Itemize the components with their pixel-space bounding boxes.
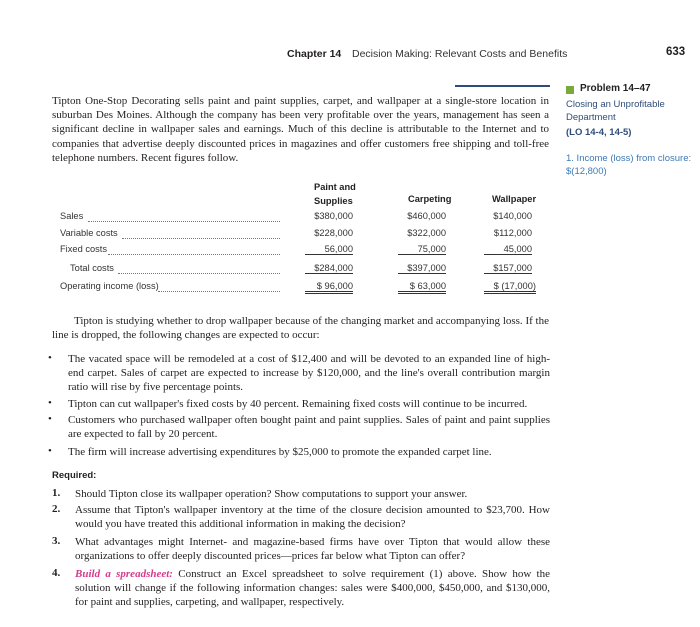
col-header-carpeting: Carpeting <box>408 194 452 204</box>
requirement-number: 2. <box>52 503 61 515</box>
answer-hint: 1. Income (loss) from closure: $(12,800) <box>566 153 692 177</box>
chapter-label: Chapter 14 <box>287 48 342 60</box>
study-paragraph: Tipton is studying whether to drop wallpaper because of the changing market and accompanying loss. If the line is dropped, the following changes are expected to occur: <box>52 315 549 342</box>
bullet-icon: • <box>48 397 52 409</box>
requirement-text <box>75 567 550 610</box>
table-cell: $ (17,000) <box>484 281 536 294</box>
table-cell: 75,000 <box>398 244 446 255</box>
table-cell: $284,000 <box>305 263 353 274</box>
col-header-wallpaper: Wallpaper <box>492 194 537 204</box>
row-label-variable-costs: Variable costs <box>60 228 118 238</box>
requirement-text: What advantages might Internet- and magazine-based firms have over Tipton that would allow these organizations to offer deeply discounted prices—prices far below what Tipton can offer? <box>75 536 550 563</box>
financial-table <box>0 0 700 300</box>
leader-dots <box>118 273 280 274</box>
table-cell: 45,000 <box>484 244 532 255</box>
leader-dots <box>158 291 280 292</box>
requirement-text: Assume that Tipton's wallpaper inventory at the time of the closure decision amounted to $23,700. How would you have treated this additional information in making the decision? <box>75 504 550 531</box>
table-cell: $460,000 <box>407 211 446 221</box>
page-number: 633 <box>666 46 686 58</box>
table-cell: $112,000 <box>493 228 532 238</box>
table-cell: 56,000 <box>305 244 353 255</box>
problem-subtitle: Closing an Unprofitable Department <box>566 99 665 123</box>
list-item: Tipton can cut wallpaper's fixed costs by 40 percent. Remaining fixed costs will continue to be incurred. <box>68 398 528 410</box>
table-cell: $157,000 <box>484 263 532 274</box>
bullet-icon: • <box>48 352 52 364</box>
table-cell: $ 96,000 <box>305 281 353 294</box>
table-cell: $322,000 <box>407 228 446 238</box>
row-label-sales: Sales <box>60 211 84 221</box>
row-label-operating-income: Operating income (loss) <box>60 281 159 291</box>
chapter-title: Decision Making: Relevant Costs and Benefits <box>352 48 568 60</box>
requirement-number: 4. <box>52 567 61 579</box>
table-cell: $ 63,000 <box>398 281 446 294</box>
requirement-text: Should Tipton close its wallpaper operation? Show computations to support your answer. <box>75 488 468 500</box>
requirement-number: 1. <box>52 487 61 499</box>
intro-paragraph: Tipton One-Stop Decorating sells paint and paint supplies, carpet, and wallpaper at a single-store location in suburban Des Moines. Although the company has been very profitable over the years, management has seen a significant decline in wallpaper sales and earnings. Much of this decline is attributable to the Internet and to companies that advertise deeply discounted prices in magazines and offer customers free shipping and toll-free telephone numbers. Recent figures follow. <box>52 95 549 164</box>
leader-dots <box>108 254 280 255</box>
row-label-total-costs: Total costs <box>70 263 114 273</box>
leader-dots <box>88 221 280 222</box>
bullet-icon: • <box>48 445 52 457</box>
spreadsheet-lead: Build a spreadsheet: <box>75 568 173 580</box>
bullet-icon: • <box>48 413 52 425</box>
requirement-number: 3. <box>52 535 61 547</box>
leader-dots <box>122 238 280 239</box>
list-item: Customers who purchased wallpaper often bought paint and paint supplies. Sales of paint and paint supplies are expected to fall by 20 percent. <box>68 414 550 441</box>
table-cell: $140,000 <box>493 211 532 221</box>
learning-objectives: (LO 14-4, 14-5) <box>566 127 632 138</box>
list-item: The vacated space will be remodeled at a cost of $12,400 and will be devoted to an expanded line of high-end carpet. Sales of carpet are expected to increase by $120,000, and the line's overall contribution margin ratio will rise by five percentage points. <box>68 353 550 394</box>
list-item: The firm will increase advertising expenditures by $25,000 to promote the expanded carpet line. <box>68 446 492 458</box>
table-cell: $228,000 <box>314 228 353 238</box>
required-heading: Required: <box>52 470 97 481</box>
requirement-body: Construct an Excel spreadsheet to solve requirement (1) above. Show how the solution will change if the following information changes: sales were $400,000, $450,000, and $130,000, for paint and supplies, carpeting, and wallpaper, respectively. <box>75 568 550 609</box>
col-header-paint: Paint and Supplies <box>314 182 356 206</box>
row-label-fixed-costs: Fixed costs <box>60 244 108 254</box>
table-cell: $380,000 <box>314 211 353 221</box>
table-cell: $397,000 <box>398 263 446 274</box>
problem-number: Problem 14–47 <box>580 83 651 94</box>
